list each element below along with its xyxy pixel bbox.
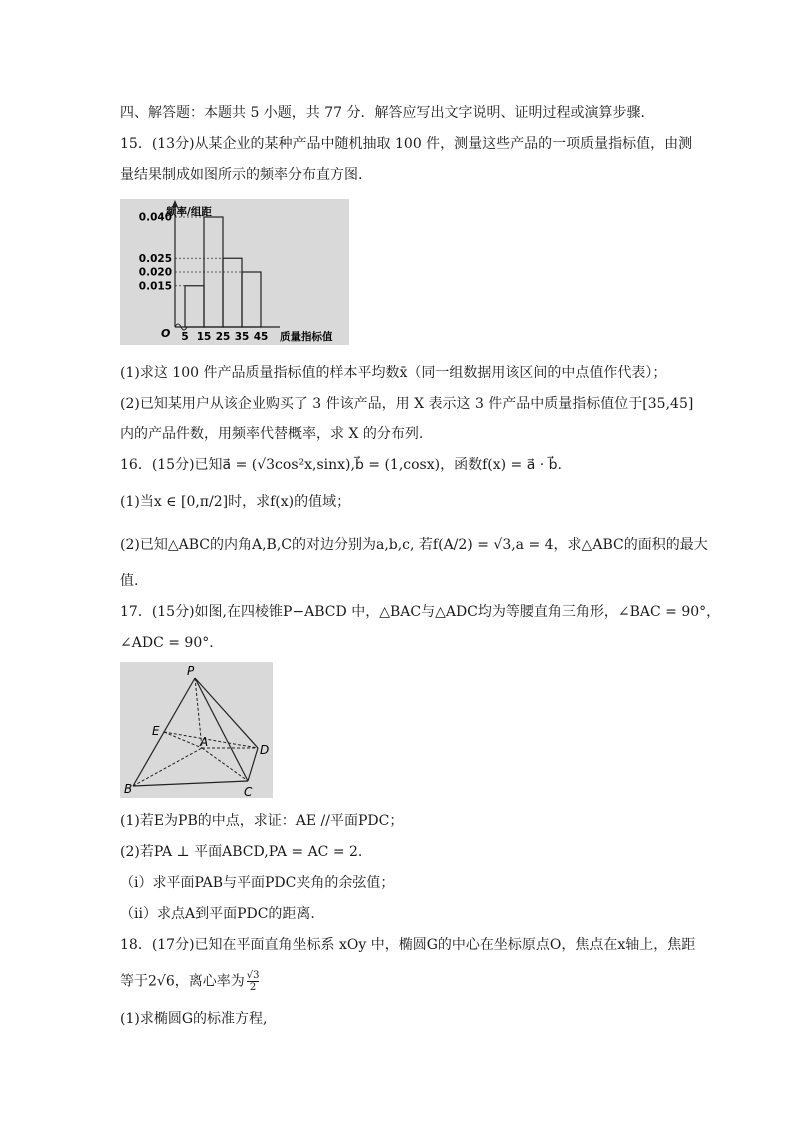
histogram-bar	[185, 286, 204, 327]
fraction-numerator: √3	[246, 970, 260, 981]
problem-17-part-2: (2)若PA ⊥ 平面ABCD,PA = AC = 2.	[120, 844, 363, 860]
problem-15-text-cont: 量结果制成如图所示的频率分布直方图.	[120, 167, 363, 183]
label-A: A	[200, 735, 209, 749]
problem-18-focal-text: 等于2√6，离心率为	[120, 973, 245, 990]
segment-ED	[164, 732, 258, 748]
label-B: B	[124, 782, 133, 796]
frequency-histogram	[120, 199, 349, 345]
x-tick-label: 5	[181, 331, 189, 343]
label-D: D	[260, 743, 270, 757]
x-tick-label: 25	[215, 331, 231, 343]
pyramid-svg	[120, 662, 273, 798]
y-tick-label: 0.020	[138, 266, 172, 279]
section-heading: 四、解答题：本题共 5 小题，共 77 分．解答应写出文字说明、证明过程或演算步骤．	[120, 105, 655, 121]
problem-16-part-2-cont: 值.	[120, 573, 139, 589]
edge-CD	[248, 748, 258, 781]
problem-17-text: 17．(15分)如图,在四棱锥P−ABCD 中，△BAC与△ADC均为等腰直角三角形，∠BAC = 90°，	[120, 604, 721, 620]
segment-EA	[164, 732, 202, 748]
fraction-denominator: 2	[249, 982, 257, 993]
problem-16-part-2: (2)已知△ABC的内角A,B,C的对边分别为a,b,c, 若f(A/2) = √3,a = 4，求△ABC的面积的最大	[120, 537, 708, 553]
pyramid-figure	[120, 662, 273, 798]
eccentricity-fraction	[247, 970, 260, 993]
y-axis-label: 频率/组距	[166, 206, 212, 218]
problem-17-part-2-ii: （ii）求点A到平面PDC的距离.	[120, 906, 315, 922]
problem-17-part-1: (1)若E为PB的中点，求证：AE //平面PDC；	[120, 813, 404, 829]
label-E: E	[152, 724, 160, 738]
edge-PC	[195, 678, 248, 781]
edge-BC	[133, 781, 248, 786]
problem-18-text-cont	[120, 970, 259, 993]
edge-AC	[202, 748, 248, 781]
problem-15-part-2: (2)已知某用户从该企业购买了 3 件该产品，用 X 表示这 3 件产品中质量指标值位于[35,45]	[120, 396, 694, 412]
problem-15-part-1: (1)求这 100 件产品质量指标值的样本平均数x̄（同一组数据用该区间的中点值作代表）；	[120, 365, 667, 381]
problem-15-part-2-cont: 内的产品件数，用频率代替概率，求 X 的分布列.	[120, 426, 424, 442]
x-tick-label: 15	[196, 331, 212, 343]
origin-label: O	[161, 327, 171, 340]
y-tick-label: 0.015	[138, 280, 172, 293]
x-tick-label: 35	[234, 331, 250, 343]
histogram-bar	[223, 258, 242, 327]
problem-17-text-cont: ∠ADC = 90°.	[120, 635, 214, 651]
label-P: P	[187, 664, 195, 678]
problem-16-text: 16．(15分)已知a⃗ = (√3cos²x,sinx),b⃗ = (1,cosx)，函数f(x) = a⃗ · b⃗.	[120, 457, 562, 473]
problem-15-text: 15．(13分)从某企业的某种产品中随机抽取 100 件，测量这些产品的一项质量指标值，由测	[120, 136, 693, 152]
histogram-bar	[242, 272, 261, 327]
problem-16-part-1: (1)当x ∈ [0,π/2]时，求f(x)的值域；	[120, 494, 351, 510]
problem-18-part-1: (1)求椭圆G的标准方程,	[120, 1011, 268, 1027]
problem-17-part-2-i: （i）求平面PAB与平面PDC夹角的余弦值；	[120, 875, 395, 891]
label-C: C	[244, 785, 253, 798]
x-axis-label: 质量指标值	[280, 331, 333, 343]
histogram-svg	[120, 199, 349, 345]
y-tick-label: 0.040	[138, 211, 172, 224]
problem-18-text: 18．(17分)已知在平面直角坐标系 xOy 中，椭圆G的中心在坐标原点O，焦点在x轴上，焦距	[120, 937, 696, 953]
x-tick-label: 45	[253, 331, 269, 343]
y-tick-label: 0.025	[138, 252, 172, 265]
